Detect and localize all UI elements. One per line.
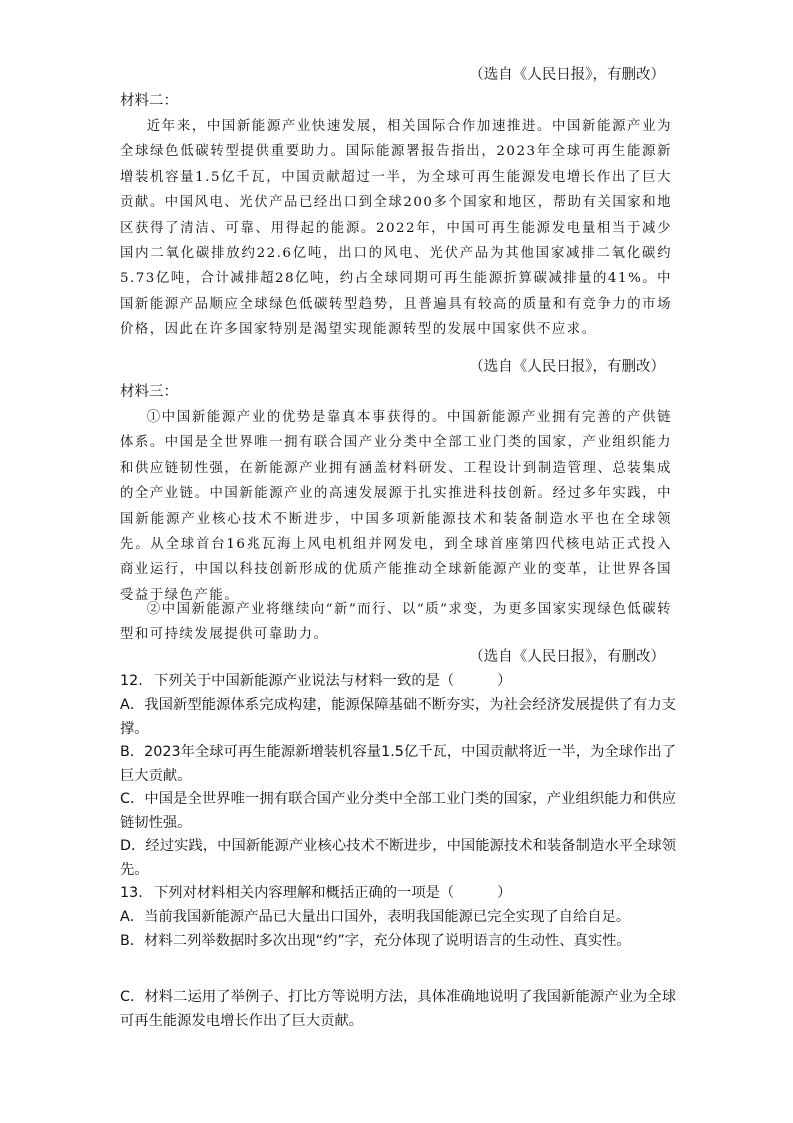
question-text: 下列对材料相关内容理解和概括正确的一项是（ ） [154, 885, 512, 901]
question-12-stem [120, 670, 678, 694]
material-2-paragraph: 近年来，中国新能源产业快速发展，相关国际合作加速推进。中国新能源产业为全球绿色低碳转型提供重要助力。国际能源署报告指出，2023年全球可再生能源新增装机容量1.5亿千瓦，中国贡献超过一半，为全球可再生能源发电增长作出了巨大贡献。中国风电、光伏产品已经出口到全球200多个国家和地区，帮助有关国家和地区获得了清洁、可靠、用得起的能源。2022年，中国可再生能源发电量相当于减少国内二氧化碳排放约22.6亿吨，出口的风电、光伏产品为其他国家减排二氧化碳约5.73亿吨，合计减排超28亿吨，约占全球同期可再生能源折算碳减排量的41%。中国新能源产品顺应全球绿色低碳转型趋势，且普遍具有较高的质量和有竞争力的市场价格，因此在许多国家特别是渴望实现能源转型的发展中国家供不应求。 [120, 119, 672, 338]
material-3-heading: 材料三： [120, 384, 178, 400]
question-12-option-a: A．我国新型能源体系完成构建，能源保障基础不断夯实，为社会经济发展提供了有力支撑。 [120, 697, 676, 737]
question-13-option-c: C．材料二运用了举例子、打比方等说明方法，具体准确地说明了我国新能源产业为全球可再生能源发电增长作出了巨大贡献。 [120, 989, 676, 1029]
source-note: （选自《人民日报》，有删改） [469, 359, 665, 375]
question-13-option-a: A．当前我国新能源产品已大量出口国外，表明我国能源已完全实现了自给自足。 [120, 909, 631, 925]
material-2-heading: 材料二： [120, 93, 178, 109]
material-3-paragraph-2: ②中国新能源产业将继续向“新”而行、以“质”求变，为更多国家实现绿色低碳转型和可持续发展提供可靠助力。 [120, 602, 672, 643]
source-note: （选自《人民日报》，有删改） [469, 67, 665, 83]
material-3-paragraph-1: ①中国新能源产业的优势是靠真本事获得的。中国新能源产业拥有完善的产供链体系。中国是全世界唯一拥有联合国产业分类中全部工业门类的国家，产业组织能力和供应链韧性强，在新能源产业拥有涵盖材料研发、工程设计到制造管理、总装集成的全产业链。中国新能源产业的高速发展源于扎实推进科技创新。经过多年实践，中国新能源产业核心技术不断进步，中国多项新能源技术和装备制造水平也在全球领先。从全球首台16兆瓦海上风电机组并网发电，到全球首座第四代核电站正式投入商业运行，中国以科技创新形成的优质产能推动全球新能源产业的变革，让世界各国受益于绿色产能。 [120, 410, 672, 603]
question-number: 13. [120, 885, 143, 901]
question-number: 12. [120, 673, 143, 689]
question-12-option-d: D．经过实践，中国新能源产业核心技术不断进步，中国能源技术和装备制造水平全球领先。 [120, 838, 676, 878]
question-13-stem [120, 882, 678, 906]
question-12-option-b: B．2023年全球可再生能源新增装机容量1.5亿千瓦，中国贡献将近一半，为全球作出了巨大贡献。 [120, 744, 676, 784]
question-12-option-c: C．中国是全世界唯一拥有联合国产业分类中全部工业门类的国家，产业组织能力和供应链韧性强。 [120, 791, 676, 831]
question-text: 下列关于中国新能源产业说法与材料一致的是（ ） [154, 673, 512, 689]
source-note: （选自《人民日报》，有删改） [469, 649, 665, 665]
question-13-option-b: B．材料二列举数据时多次出现“约”字，充分体现了说明语言的生动性、真实性。 [120, 933, 631, 949]
